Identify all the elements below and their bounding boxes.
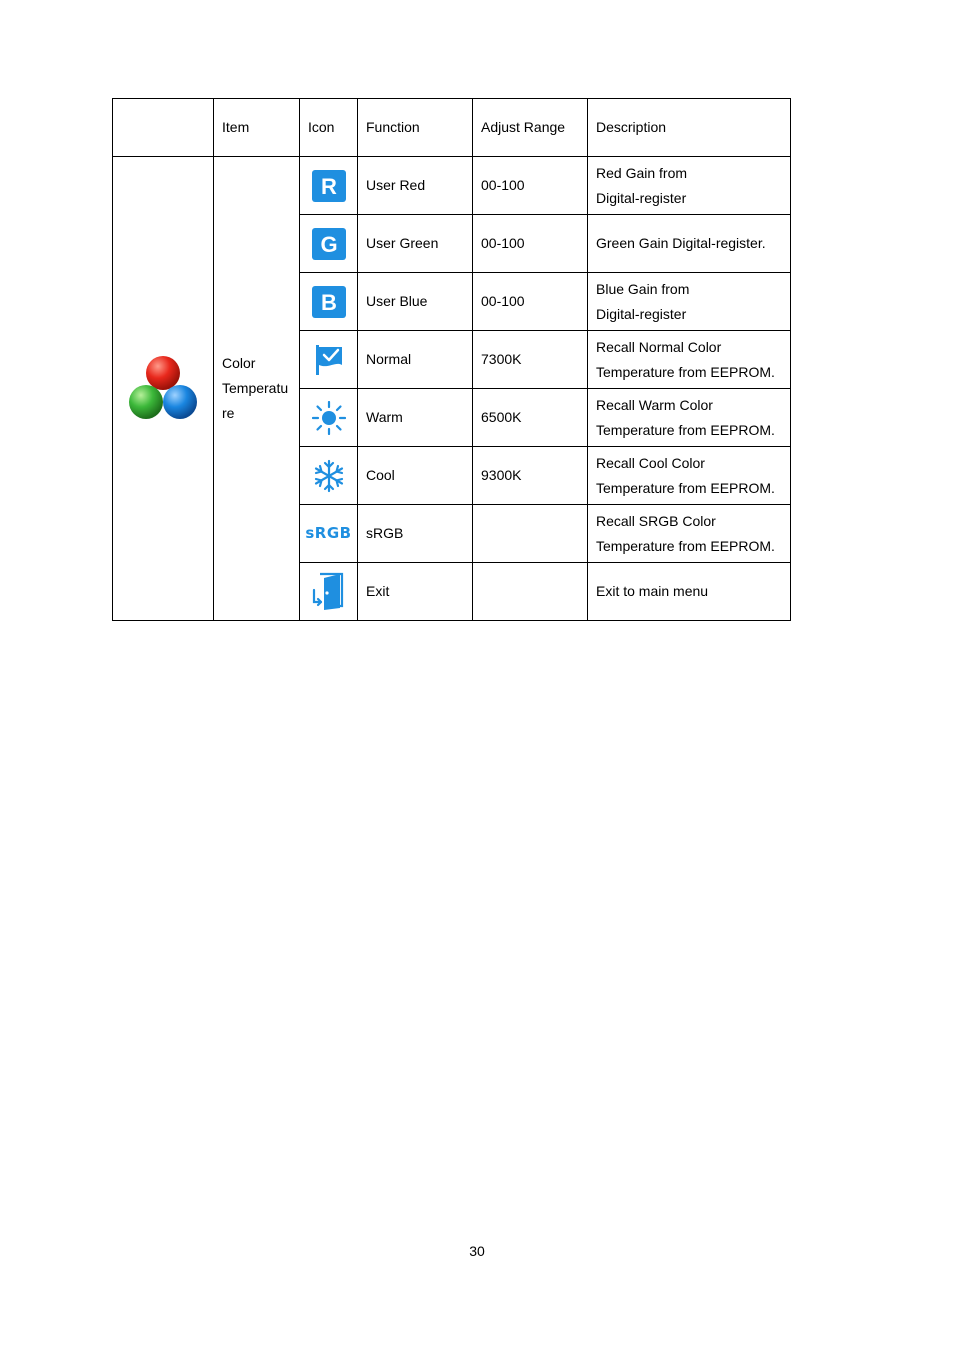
range-cell bbox=[473, 563, 588, 621]
function-cell: User Red bbox=[358, 157, 473, 215]
range-cell: 00-100 bbox=[473, 273, 588, 331]
g-letter: G bbox=[319, 231, 338, 257]
description-cell bbox=[588, 331, 791, 389]
srgb-icon: sRGB bbox=[305, 524, 352, 543]
r-letter-icon bbox=[312, 170, 346, 202]
icon-cell bbox=[300, 563, 358, 621]
description-line: Recall Warm Color bbox=[596, 396, 713, 413]
description-line: Red Gain from bbox=[596, 164, 688, 181]
icon-cell bbox=[300, 331, 358, 389]
description-line: Temperature from EEPROM. bbox=[596, 363, 775, 380]
table-header-row bbox=[113, 99, 791, 157]
description-cell bbox=[588, 215, 791, 273]
description-line: Recall Cool Color bbox=[596, 454, 705, 471]
g-letter-icon bbox=[312, 228, 346, 260]
description-line: Temperature from EEPROM. bbox=[596, 421, 775, 438]
description-line: Exit to main menu bbox=[596, 583, 709, 599]
icon-cell bbox=[300, 505, 358, 563]
icon-cell bbox=[300, 447, 358, 505]
range-cell: 6500K bbox=[473, 389, 588, 447]
description-line: Blue Gain from bbox=[596, 280, 690, 297]
function-cell: Normal bbox=[358, 331, 473, 389]
description-cell bbox=[588, 563, 791, 621]
description-cell bbox=[588, 389, 791, 447]
description-cell bbox=[588, 157, 791, 215]
table-row bbox=[113, 157, 791, 215]
description-line: Recall SRGB Color bbox=[596, 512, 716, 529]
function-cell: Exit bbox=[358, 563, 473, 621]
b-letter-icon bbox=[312, 286, 346, 318]
item-name-line-1: Color bbox=[222, 355, 256, 371]
exit-door-icon bbox=[312, 572, 346, 612]
description-line: Temperature from EEPROM. bbox=[596, 537, 775, 554]
color-balls-cell bbox=[113, 157, 214, 621]
icon-cell bbox=[300, 215, 358, 273]
header-description: Description bbox=[588, 99, 791, 157]
range-cell bbox=[473, 505, 588, 563]
b-letter: B bbox=[320, 289, 337, 315]
function-cell: User Blue bbox=[358, 273, 473, 331]
color-temperature-table bbox=[112, 98, 791, 621]
description-line: Temperature from EEPROM. bbox=[596, 479, 775, 496]
header-blank bbox=[113, 99, 214, 157]
flag-check-icon bbox=[312, 343, 346, 377]
range-cell: 9300K bbox=[473, 447, 588, 505]
description-cell bbox=[588, 273, 791, 331]
icon-cell bbox=[300, 389, 358, 447]
range-cell: 7300K bbox=[473, 331, 588, 389]
icon-cell bbox=[300, 273, 358, 331]
function-cell: Warm bbox=[358, 389, 473, 447]
range-cell: 00-100 bbox=[473, 157, 588, 215]
range-cell: 00-100 bbox=[473, 215, 588, 273]
function-cell: Cool bbox=[358, 447, 473, 505]
description-cell bbox=[588, 505, 791, 563]
item-name-line-3: re bbox=[222, 405, 235, 421]
function-cell: sRGB bbox=[358, 505, 473, 563]
function-cell: User Green bbox=[358, 215, 473, 273]
header-function: Function bbox=[358, 99, 473, 157]
description-line: Digital-register bbox=[596, 305, 687, 322]
sun-icon bbox=[312, 401, 346, 435]
description-line: Green Gain Digital-register. bbox=[596, 235, 766, 251]
header-adjust-range: Adjust Range bbox=[473, 99, 588, 157]
header-item: Item bbox=[214, 99, 300, 157]
item-name-line-2: Temperatu bbox=[222, 380, 289, 396]
description-cell bbox=[588, 447, 791, 505]
snowflake-icon bbox=[312, 459, 346, 493]
icon-cell bbox=[300, 157, 358, 215]
description-line: Recall Normal Color bbox=[596, 338, 722, 355]
color-balls-icon bbox=[126, 354, 200, 424]
item-name-cell bbox=[214, 157, 300, 621]
description-line: Digital-register bbox=[596, 189, 687, 206]
header-icon: Icon bbox=[300, 99, 358, 157]
r-letter: R bbox=[320, 173, 337, 199]
page-number: 30 bbox=[469, 1243, 485, 1259]
